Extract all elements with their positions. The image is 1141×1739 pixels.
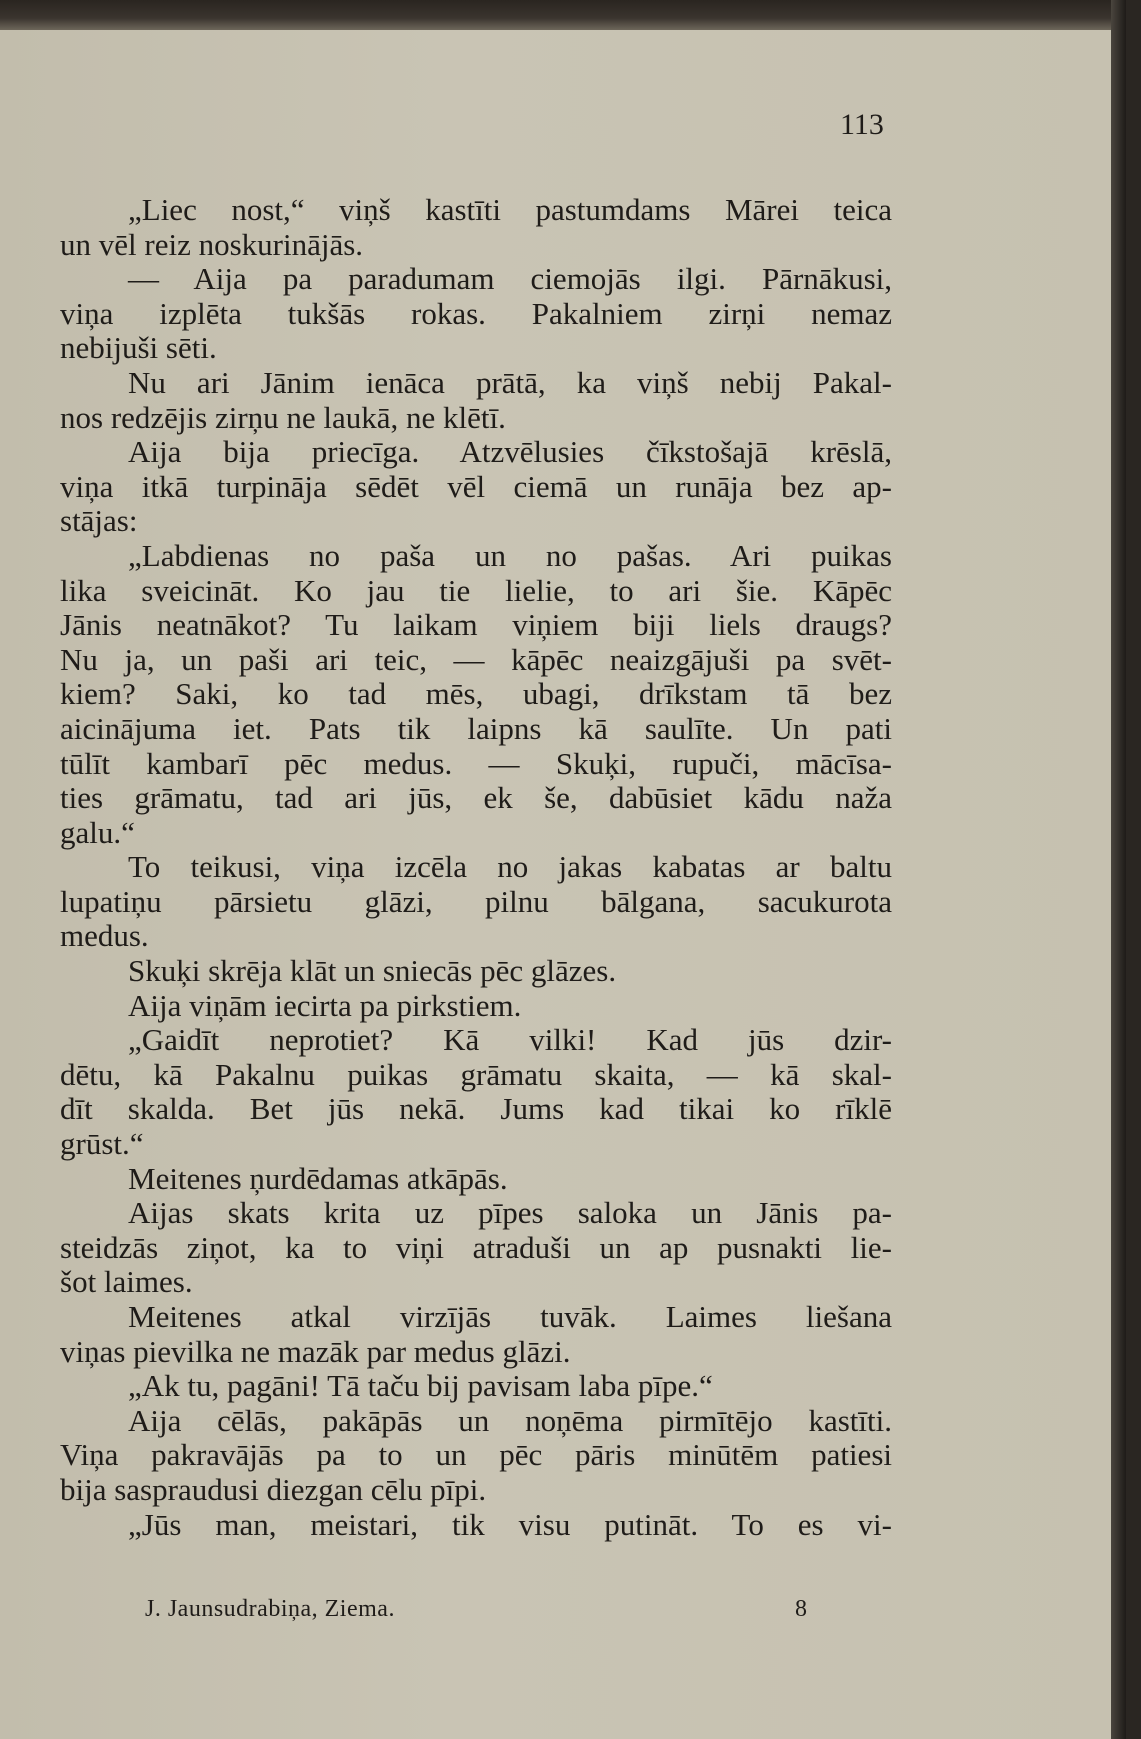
text-line: steidzās ziņot, ka to viņi atraduši un ap pusnakti lie- [60,1229,892,1265]
page-number: 113 [840,108,884,141]
text-line: kiem? Saki, ko tad mēs, ubagi, drīkstam tā bez [60,676,892,712]
text-line: Aijas skats krita uz pīpes saloka un Jānis pa- [128,1195,892,1231]
text-line: Meitenes atkal virzījās tuvāk. Laimes liešana [128,1299,892,1334]
text-line: tūlīt kambarī pēc medus. — Skuķi, rupuči, mācīsa- [60,745,892,781]
text-line: aicinājuma iet. Pats tik laipns kā saulīte. Un pati [60,710,892,746]
text-line: „Jūs man, meistari, tik visu putināt. To es vi- [128,1506,892,1542]
text-line: ties grāmatu, tad ari jūs, ek še, dabūsiet kādu naža [60,780,892,816]
text-line: Jānis neatnākot? Tu laikam viņiem biji liels draugs? [60,607,892,643]
text-line: To teikusi, viņa izcēla no jakas kabatas ar baltu [128,849,892,885]
text-line: lika sveicināt. Ko jau tie lielie, to ari šie. Kāpēc [60,572,892,608]
text-line: „Liec nost,“ viņš kastīti pastumdams Mārei teica [128,192,892,227]
text-line: stājas: [60,503,138,539]
text-line: Nu ari Jānim ienāca prātā, ka viņš nebij Pakal- [128,364,892,400]
text-line: Meitenes ņurdēdamas atkāpās. [128,1160,508,1196]
body-text [60,193,892,1542]
text-line: „Ak tu, pagāni! Tā taču bij pavisam laba pīpe.“ [128,1368,713,1404]
text-line: bija saspraudusi diezgan cēlu pīpi. [60,1471,487,1507]
text-line: lupatiņu pārsietu glāzi, pilnu bālgana, sacukurota [60,883,892,919]
page-top-edge [0,0,1126,30]
text-line: grūst.“ [60,1126,144,1162]
text-line: Aija viņām iecirta pa pirkstiem. [128,987,522,1023]
text-line: dētu, kā Pakalnu puikas grāmatu skaita, — kā skal- [60,1056,892,1092]
text-line: Aija cēlās, pakāpās un noņēma pirmītējo kastīti. [128,1402,892,1438]
text-line: un vēl reiz noskurinājās. [60,226,364,262]
footer-sheet-number: 8 [795,1596,807,1622]
text-line: šot laimes. [60,1264,193,1300]
footer-signature: J. Jaunsudrabiņa, Ziema. [145,1596,395,1622]
text-line: Viņa pakravājās pa to un pēc pāris minūtēm patiesi [60,1437,892,1473]
text-line: „Labdienas no paša un no pašas. Ari puikas [128,537,892,573]
text-line: medus. [60,918,149,954]
page-right-edge [1111,0,1126,1739]
text-line: „Gaidīt neprotiet? Kā vilki! Kad jūs dzir- [128,1022,892,1058]
text-line: viņas pievilka ne mazāk par medus glāzi. [60,1333,571,1369]
text-line: viņa izplēta tukšās rokas. Pakalniem zirņi nemaz [60,295,892,331]
text-line: dīt skalda. Bet jūs nekā. Jums kad tikai ko rīklē [60,1091,892,1127]
text-line: viņa itkā turpināja sēdēt vēl ciemā un runāja bez ap- [60,468,892,504]
text-line: — Aija pa paradumam ciemojās ilgi. Pārnākusi, [128,261,892,297]
text-line: galu.“ [60,814,135,850]
text-line: nebijuši sēti. [60,330,217,366]
text-line: Aija bija priecīga. Atzvēlusies čīkstošajā krēslā, [128,434,892,470]
text-line: nos redzējis zirņu ne laukā, ne klētī. [60,399,506,435]
text-line: Skuķi skrēja klāt un sniecās pēc glāzes. [128,953,617,989]
text-line: Nu ja, un paši ari teic, — kāpēc neaizgājuši pa svēt- [60,641,892,677]
